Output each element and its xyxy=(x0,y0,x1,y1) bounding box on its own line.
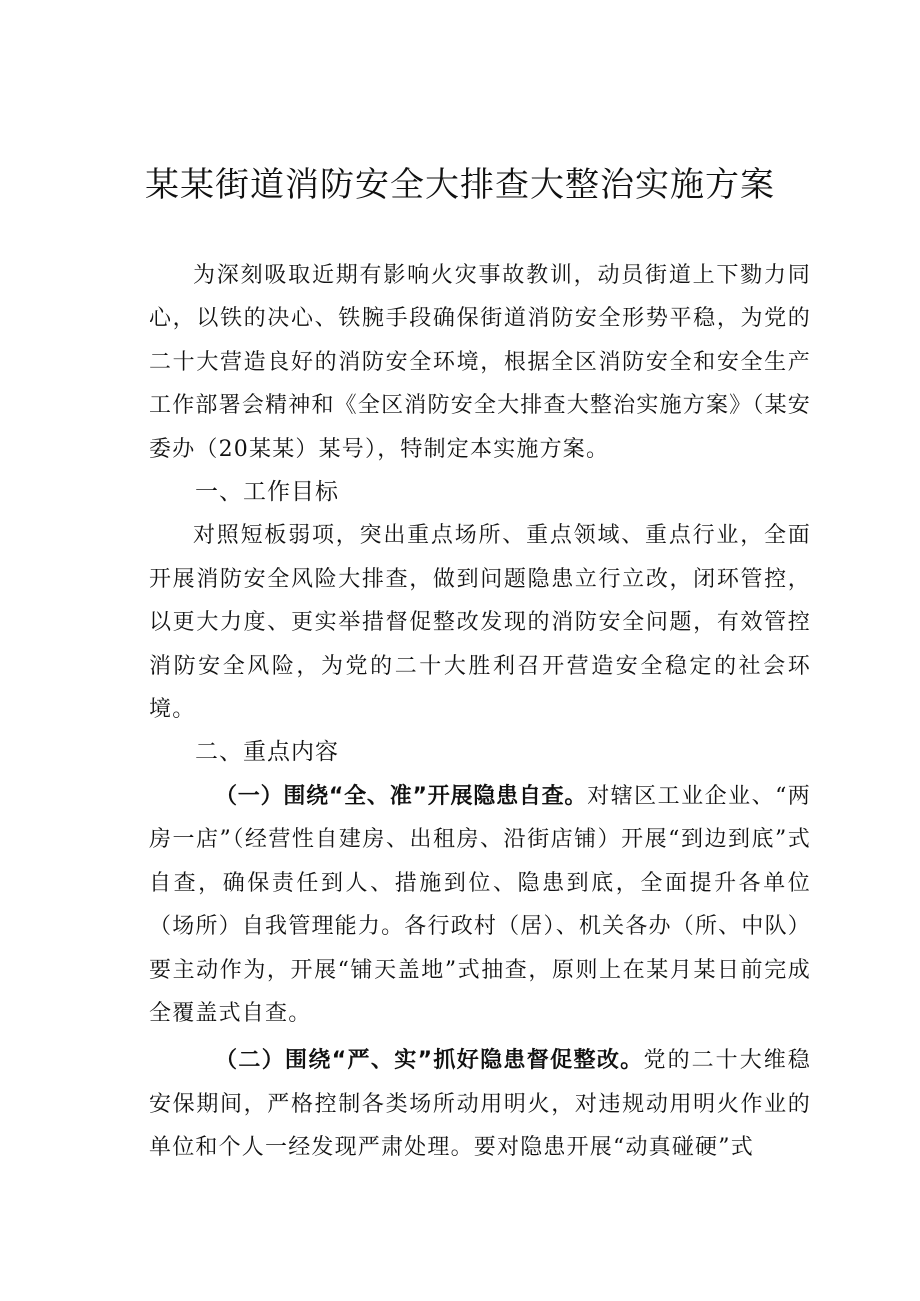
section-heading-goals: 一、工作目标 xyxy=(195,479,339,506)
section-heading-key-content: 二、重点内容 xyxy=(195,739,339,766)
key-item-2-text: 党的二十大维稳安保期间，严格控制各类场所动用明火，对违规动用明火作业的单位和个人一经发现严肃处理。要对隐患开展“动真碰硬”式 xyxy=(149,1048,811,1161)
intro-paragraph: 为深刻吸取近期有影响火灾事故教训，动员街道上下勠力同心，以铁的决心、铁腕手段确保街道消防安全形势平稳，为党的二十大营造良好的消防安全环境，根据全区消防安全和安全生产工作部署会精神和《全区消防安全大排查大整治实施方案》（某安委办（20某某）某号），特制定本实施方案。 xyxy=(149,263,811,462)
key-item-2-lead: （二）围绕“严、实”抓好隐患督促整改。 xyxy=(215,1048,644,1074)
document-title: 某某街道消防安全大排查大整治实施方案 xyxy=(145,165,775,205)
key-item-1-lead: （一）围绕“全、准”开展隐患自查。 xyxy=(215,783,588,809)
document-body xyxy=(149,254,811,1170)
key-item-1-text: 对辖区工业企业、“两房一店”（经营性自建房、出租房、沿街店铺）开展“到边到底”式自查，确保责任到人、措施到位、隐患到底，全面提升各单位（场所）自我管理能力。各行政村（居）、机关各办（所、中队）要主动作为，开展“铺天盖地”式抽查，原则上在某月某日前完成全覆盖式自查。 xyxy=(149,783,812,1026)
goals-paragraph: 对照短板弱项，突出重点场所、重点领域、重点行业，全面开展消防安全风险大排查，做到问题隐患立行立改，闭环管控，以更大力度、更实举措督促整改发现的消防安全问题，有效管控消防安全风险，为党的二十大胜利召开营造安全稳定的社会环境。 xyxy=(149,523,811,723)
key-item-1-paragraph xyxy=(149,775,811,1035)
key-item-2-paragraph xyxy=(149,1039,811,1169)
